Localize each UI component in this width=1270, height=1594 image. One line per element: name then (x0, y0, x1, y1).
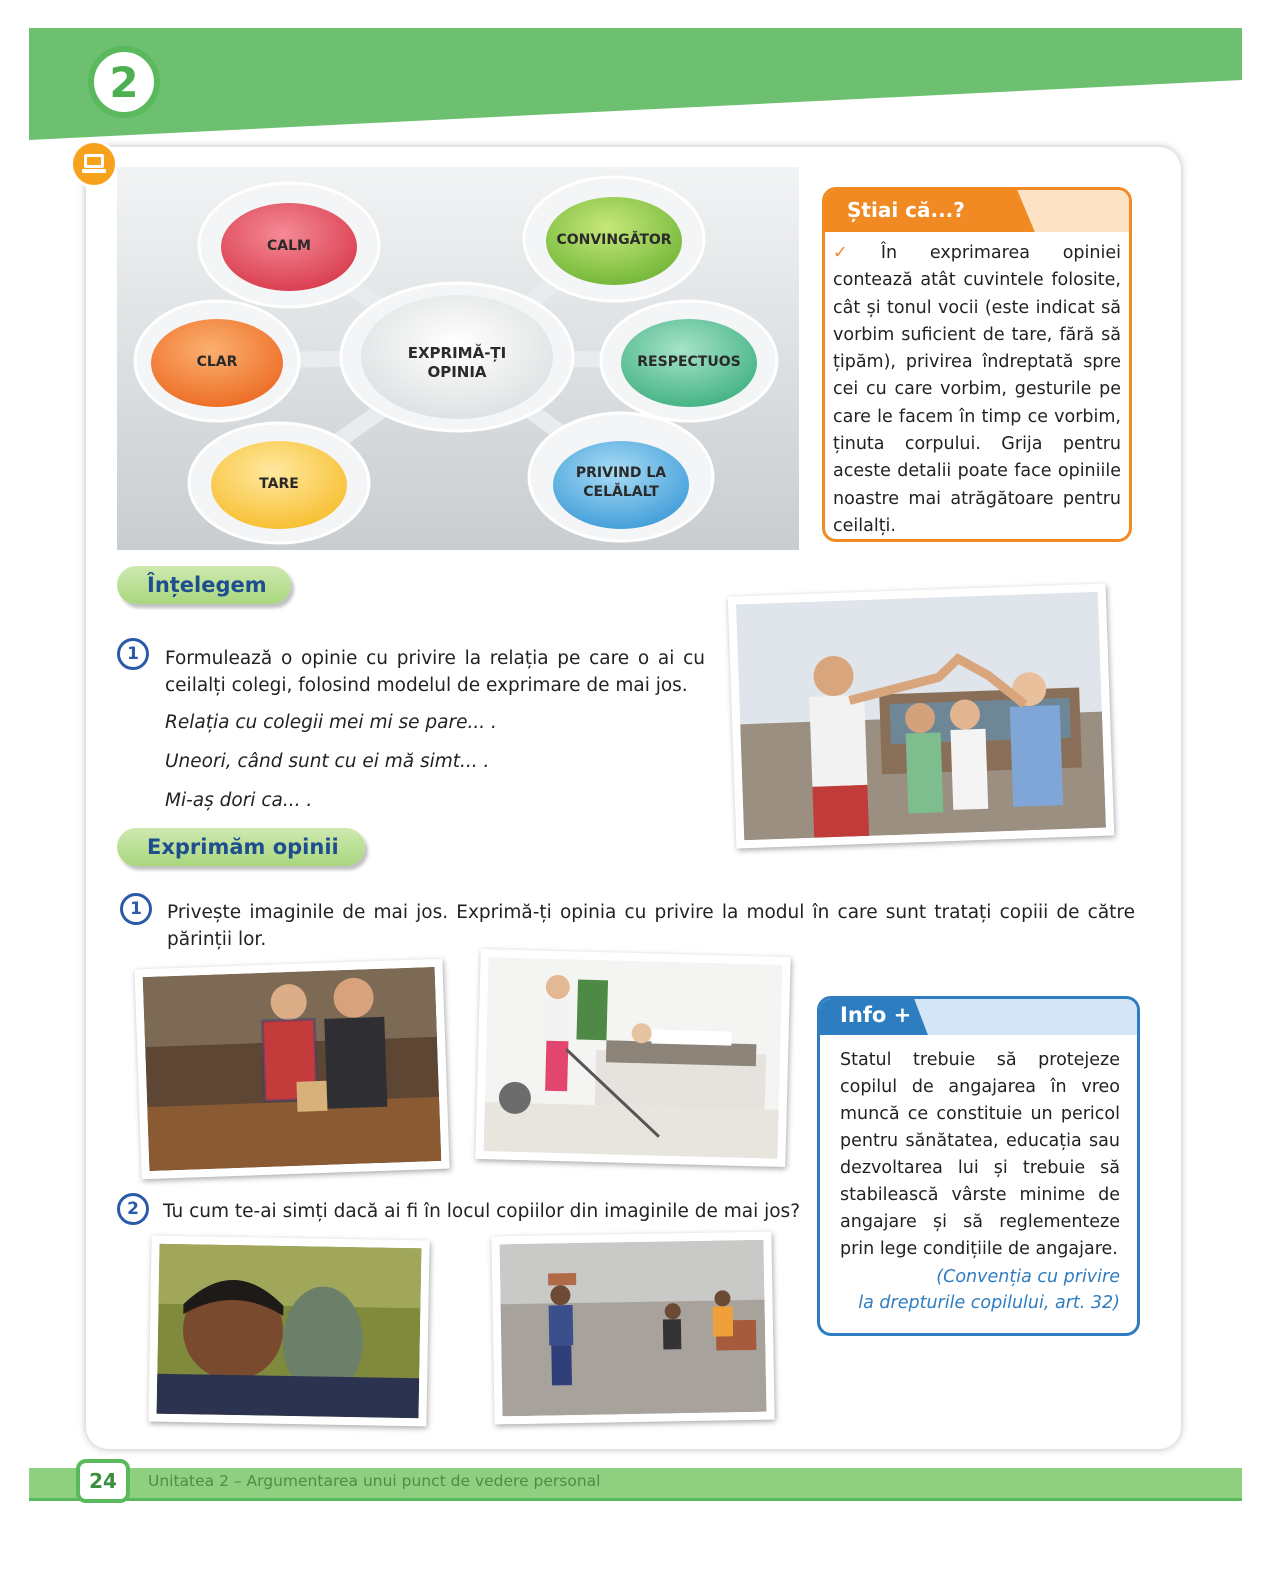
page-number: 24 (76, 1459, 130, 1503)
info-plus-title: Info + (840, 1003, 912, 1027)
section-exprimam-opinii: Exprimăm opinii (117, 828, 365, 866)
exprimam-question-1: Privește imaginile de mai jos. Exprimă-ți opinia cu privire la modul în care sunt tratați copiii de către părinții lor. (167, 902, 1135, 950)
question-number-1: 1 (117, 638, 149, 670)
photo-child-carrying-sack (148, 1236, 429, 1427)
stiai-ca-text: ✓ În exprimarea opiniei contează atât cuvintele folosite, cât și tonul vocii (este indicat să vorbim suficient de tare, fără să țipăm), privirea îndreptată spre cei cu care vorbim, gesturile pe care le facem în timp ce vorbim, ținuta corpului. Grija pentru aceste detalii poate face opiniile noastre mai atrăgătoare pentru ceilalți. (833, 243, 1121, 536)
unit-number-badge (88, 46, 160, 118)
unit-number: 2 (109, 57, 139, 107)
section-intelegem: Înțelegem (117, 566, 291, 604)
photo-father-son-workshop (134, 959, 449, 1180)
computer-icon[interactable] (70, 140, 118, 188)
info-plus-source: (Convenția cu privire la drepturile copilului, art. 32) (858, 1267, 1120, 1313)
stiai-ca-title: Știai că...? (847, 198, 965, 222)
question-number-1b: 1 (120, 893, 152, 925)
check-icon: ✓ (833, 243, 875, 263)
diagram-label-clar: CLAR (196, 354, 238, 370)
info-plus-box (817, 996, 1140, 1336)
model-line-1: Relația cu colegii mei mi se pare... . (165, 712, 497, 733)
model-line-2: Uneori, când sunt cu ei mă simt... . (165, 751, 490, 772)
footer-unit-title: Unitatea 2 – Argumentarea unui punct de vedere personal (148, 1472, 601, 1490)
opinion-diagram (117, 167, 799, 550)
info-plus-text: Statul trebuie să protejeze copilul de angajarea în vreo muncă ce constituie un pericol pentru sănătatea, educația sau dezvoltarea lui și trebuie să stabilească vârste minime de angajare și să reglementeze prin lege condițiile de angajare. (840, 1050, 1120, 1259)
photo-children-carrying-bricks (491, 1232, 774, 1425)
exprimam-question-2: Tu cum te-ai simți dacă ai fi în locul copiilor din imaginile de mai jos? (163, 1201, 801, 1222)
photo-children-high-five (728, 583, 1115, 848)
intelegem-question: Formulează o opinie cu privire la relația pe care o ai cu ceilalți colegi, folosind modelul de exprimare de mai jos. (165, 648, 705, 696)
diagram-label-privind: PRIVIND LA CELĂLALT (575, 465, 667, 500)
diagram-label-respectuos: RESPECTUOS (637, 354, 741, 370)
model-line-3: Mi-aș dori ca... . (165, 790, 313, 811)
diagram-label-calm: CALM (267, 238, 311, 254)
photo-girl-vacuuming (475, 949, 790, 1167)
diagram-label-tare: TARE (259, 476, 299, 492)
diagram-label-convingator: CONVINGĂTOR (556, 232, 672, 248)
question-number-2: 2 (117, 1193, 149, 1225)
stiai-ca-box (822, 187, 1132, 542)
header-band (29, 28, 1242, 140)
diagram-center-label: EXPRIMĂ-ȚI OPINIA (407, 344, 507, 381)
